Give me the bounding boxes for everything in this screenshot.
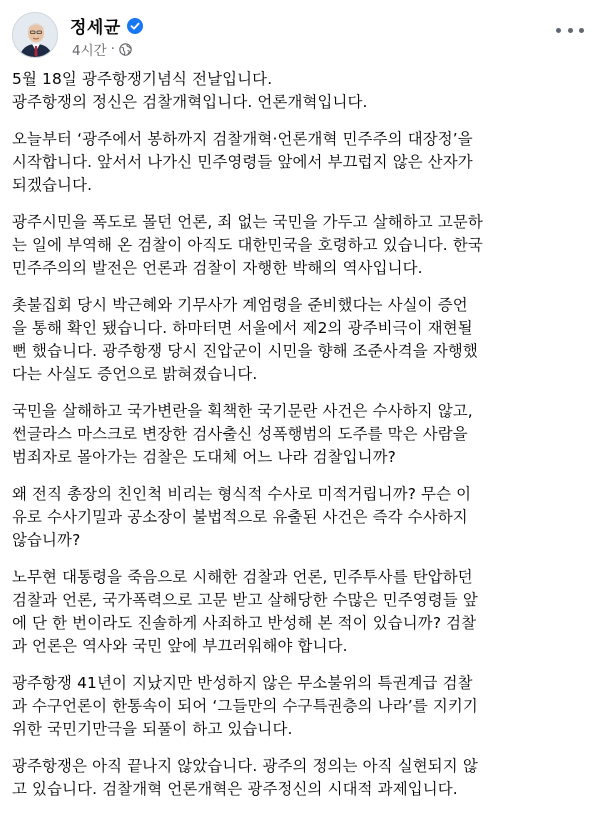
more-dot: [579, 28, 584, 33]
post-text-line: 에 단 한 번이라도 진솔하게 사죄하고 반성해 본 적이 있습니까? 검찰: [12, 614, 477, 632]
verified-badge-icon: [127, 18, 143, 34]
post-text-line: 범죄자로 몰아가는 검찰은 도대체 어느 나라 검찰입니까?: [12, 448, 396, 466]
post-text-line: 검찰과 언론, 국가폭력으로 고문 받고 살해당한 수많은 민주영령들 앞: [12, 591, 478, 609]
post-paragraph: [12, 294, 590, 386]
post-text-line: 광주항쟁 41년이 지났지만 반성하지 않은 무소불위의 특권계급 검찰: [12, 674, 473, 692]
post-text-line: 유로 수사기밀과 공소장이 불법적으로 유출된 사건은 즉각 수사하지: [12, 508, 468, 526]
post-text-line: 촛불집회 당시 박근혜와 기무사가 계엄령을 준비했다는 사실이 증언: [12, 296, 468, 314]
post-text-line: 5월 18일 광주항쟁기념식 전날입니다.: [12, 70, 273, 88]
author-name[interactable]: 정세균: [70, 18, 121, 38]
post-text-line: 않습니까?: [12, 531, 81, 549]
post-text-line: 왜 전직 총장의 친인척 비리는 형식적 수사로 미적거립니까? 무슨 이: [12, 485, 472, 503]
post-text-line: 노무현 대통령을 죽음으로 시해한 검찰과 언론, 민주투사를 탄압하던: [12, 568, 473, 586]
post-text-line: 시작합니다. 앞서서 나가신 민주영령들 앞에서 부끄럽지 않은 산자가: [12, 153, 473, 171]
post-header: [12, 10, 588, 62]
post-text-line: 뻔 했습니다. 광주항쟁 당시 진압군이 시민을 향해 조준사격을 자행했: [12, 342, 478, 360]
more-options-icon[interactable]: [556, 20, 584, 40]
post-paragraph: [12, 483, 590, 552]
post-paragraph: [12, 128, 590, 197]
post-paragraph: [12, 755, 590, 801]
post-text-line: 썬글라스 마스크로 변장한 검사출신 성폭행범의 도주를 막은 사람을: [12, 425, 468, 443]
post-paragraph: [12, 400, 590, 469]
post-timestamp[interactable]: 4시간: [72, 43, 107, 59]
meta-separator: ·: [110, 41, 115, 57]
post-text-line: 과 수구언론이 한통속이 되어 ‘그들만의 수구특권층의 나라’를 지키기: [12, 697, 478, 715]
post-paragraph: [12, 566, 590, 658]
author-block: [70, 13, 143, 38]
post-text-line: 는 일에 부역해 온 검찰이 아직도 대한민국을 호령하고 있습니다. 한국: [12, 236, 483, 254]
post-paragraph: [12, 68, 590, 114]
post-text-line: 위한 국민기만극을 되풀이 하고 있습니다.: [12, 720, 293, 738]
post-text-line: 광주항쟁의 정신은 검찰개혁입니다. 언론개혁입니다.: [12, 93, 368, 111]
post-paragraph: [12, 672, 590, 741]
post-meta: [72, 39, 132, 59]
more-dot: [568, 28, 573, 33]
more-dot: [556, 28, 561, 33]
post-text-line: 되겠습니다.: [12, 176, 93, 194]
avatar[interactable]: [12, 12, 58, 58]
post-text-line: 광주항쟁은 아직 끝나지 않았습니다. 광주의 정의는 아직 실현되지 않: [12, 757, 478, 775]
post-text-line: 다는 사실도 증언으로 밝혀졌습니다.: [12, 365, 258, 383]
post-text-line: 과 언론은 역사와 국민 앞에 부끄러워해야 합니다.: [12, 637, 348, 655]
post-text-line: 을 통해 확인 됐습니다. 하마터면 서울에서 제2의 광주비극이 재현될: [12, 319, 473, 337]
post-text-line: 광주시민을 폭도로 몰던 언론, 죄 없는 국민을 가두고 살해하고 고문하: [12, 213, 483, 231]
post-body: [12, 68, 590, 815]
post-text-line: 국민을 살해하고 국가변란을 획책한 국기문란 사건은 수사하지 않고,: [12, 402, 473, 420]
post-paragraph: [12, 211, 590, 280]
post-text-line: 민주주의의 발전은 언론과 검찰이 자행한 박해의 역사입니다.: [12, 259, 423, 277]
globe-icon[interactable]: [119, 43, 132, 56]
post-text-line: 고 있습니다. 검찰개혁 언론개혁은 광주정신의 시대적 과제입니다.: [12, 780, 458, 798]
post-text-line: 오늘부터 ‘광주에서 봉하까지 검찰개혁·언론개혁 민주주의 대장정’을: [12, 130, 473, 148]
